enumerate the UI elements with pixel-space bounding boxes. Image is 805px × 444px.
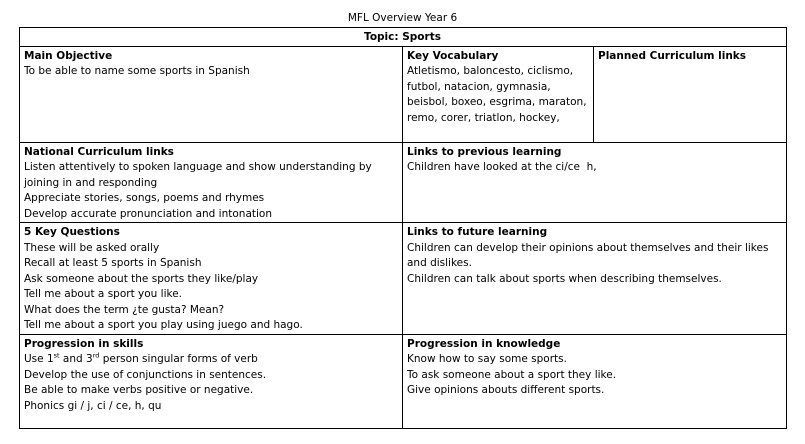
key-vocabulary-cell bbox=[403, 46, 594, 142]
overview-table bbox=[19, 27, 787, 429]
key-vocabulary-line: remo, corer, triatlon, hockey, bbox=[407, 111, 560, 124]
main-objective-cell bbox=[20, 46, 403, 142]
progression-skills-line: Phonics gi / j, ci / ce, h, qu bbox=[24, 399, 162, 412]
topic-header: Topic: Sports bbox=[20, 28, 787, 47]
key-question-line: Recall at least 5 sports in Spanish bbox=[24, 257, 202, 269]
progression-knowledge-line: To ask someone about a sport they like. bbox=[407, 368, 617, 381]
document-title: MFL Overview Year 6 bbox=[347, 12, 458, 24]
key-vocabulary-heading: Key Vocabulary bbox=[407, 49, 499, 62]
national-curriculum-links-heading: National Curriculum links bbox=[24, 145, 174, 158]
key-vocabulary-line: beisbol, boxeo, esgrima, maraton, bbox=[407, 96, 587, 108]
national-curriculum-line: Appreciate stories, songs, poems and rhymes bbox=[24, 192, 265, 204]
links-future-learning-cell bbox=[403, 223, 787, 335]
progression-skills-text: person singular forms of verb bbox=[99, 353, 258, 365]
ordinal-suffix: st bbox=[53, 351, 60, 360]
links-future-learning-heading: Links to future learning bbox=[407, 226, 548, 238]
progression-skills-text: and 3 bbox=[59, 353, 93, 365]
progression-knowledge-cell bbox=[403, 334, 787, 428]
planned-curriculum-links-cell bbox=[594, 46, 787, 142]
links-previous-learning-heading: Links to previous learning bbox=[407, 145, 562, 158]
planned-curriculum-links-heading: Planned Curriculum links bbox=[598, 49, 747, 62]
progression-skills-heading: Progression in skills bbox=[24, 337, 144, 350]
progression-knowledge-line: Give opinions abouts different sports. bbox=[407, 384, 605, 396]
national-curriculum-line: Listen attentively to spoken language and show understanding by joining in and responding bbox=[24, 161, 372, 189]
key-question-line: Tell me about a sport you play using juego and hago. bbox=[24, 319, 303, 331]
progression-skills-text: Use 1 bbox=[24, 353, 54, 365]
national-curriculum-line: Develop accurate pronunciation and intonation bbox=[24, 207, 272, 220]
progression-skills-line bbox=[24, 352, 397, 368]
main-objective-heading: Main Objective bbox=[24, 49, 113, 62]
links-future-learning-line: Children can talk about sports when describing themselves. bbox=[407, 272, 722, 285]
progression-knowledge-heading: Progression in knowledge bbox=[407, 337, 561, 350]
links-future-learning-line: Children can develop their opinions about themselves and their likes and dislikes. bbox=[407, 241, 769, 269]
ordinal-suffix: rd bbox=[92, 351, 100, 360]
key-question-line: These will be asked orally bbox=[24, 241, 160, 254]
key-vocabulary-line: futbol, natacion, gymnasia, bbox=[407, 80, 551, 93]
links-previous-learning-cell bbox=[403, 142, 787, 223]
key-questions-heading: 5 Key Questions bbox=[24, 226, 120, 238]
key-question-line: Ask someone about the sports they like/play bbox=[24, 272, 259, 285]
key-question-line: Tell me about a sport you like. bbox=[24, 288, 182, 300]
progression-skills-line: Be able to make verbs positive or negative. bbox=[24, 384, 254, 396]
links-previous-learning-text: Children have looked at the ci/ce h, bbox=[407, 161, 597, 173]
progression-knowledge-line: Know how to say some sports. bbox=[407, 353, 567, 365]
national-curriculum-links-cell bbox=[20, 142, 403, 223]
key-question-line: What does the term ¿te gusta? Mean? bbox=[24, 303, 225, 316]
key-questions-cell bbox=[20, 223, 403, 335]
main-objective-text: To be able to name some sports in Spanish bbox=[24, 65, 250, 77]
progression-skills-line: Develop the use of conjunctions in sentences. bbox=[24, 368, 267, 381]
key-vocabulary-line: Atletismo, baloncesto, ciclismo, bbox=[407, 65, 574, 77]
progression-skills-cell bbox=[20, 334, 403, 428]
